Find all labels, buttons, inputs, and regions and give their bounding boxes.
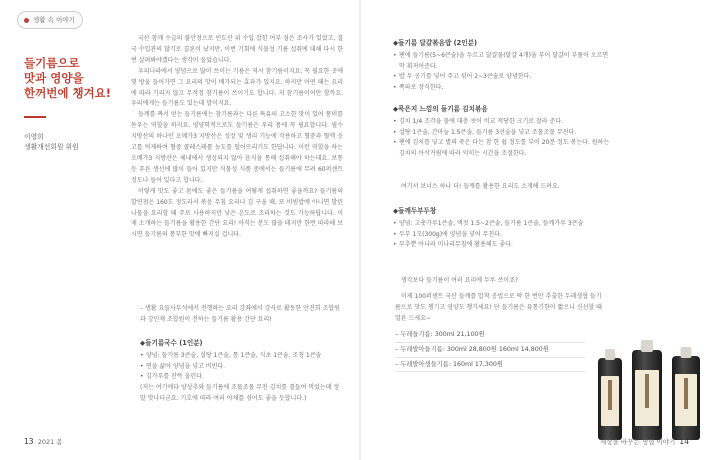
recipe-title: 들기름국수 (1인분): [145, 339, 203, 347]
recipe-step: • 쪽파로 장식한다.: [393, 83, 611, 94]
body-paragraph: 우리나라에서 양념으로 많이 쓰이는 기름은 역시 참기름이지요. 꼭 필요한 곳에 몇 방울 들어가면 그 요리의 맛이 배가되는 효과가 있지요. 하지만 어떤 때는 요리에 따라 기리지 않고 무작정 참기름이 쓰이기도 합니다. 저 참기름이어만 할까요. 우리에게는 들기름도 있는데 말이지요.: [131, 67, 343, 108]
recipe-card: ◆묵은지 느낌의 들기름 김치볶음 • 김치 1/4 조각을 물에 대충 씻어 비교 적당한 크기로 잘라 준다. • 설탕 1큰술, 간마늘 1.5큰술, 들기름 3선술을 넣고 조물조물 무친다. • 팬에 김치를 넣고 별의 죽은 다는 참 한 쉽 정도를 부어 20분 정도 볶는다. 원하는 김치의 아삭거림에 따라 익히는 시간을 조절한다.: [393, 104, 611, 160]
recipe-steps: [393, 51, 611, 94]
article-headline: [24, 56, 114, 101]
headline-divider: [24, 116, 46, 118]
recipe-title: 들깨두부두창: [398, 207, 437, 215]
recipe-step: • 양념: 고춧가루1큰술, 액젓 1.5~2큰술, 들기름 1큰술, 들깨가루 3큰술: [393, 219, 611, 230]
price-list: – 두레들기름: 300ml 21,100원 – 두레발아들기름: 300ml 28,800원 160ml 14,800원 – 두레발아생들기름: 160ml 17,300원: [395, 328, 585, 372]
recipe-step: • 설탕 1큰술, 간마늘 1.5큰술, 들기름 3선술을 넣고 조물조물 무친다.: [393, 128, 611, 139]
recipe-step: • 김치 1/4 조각을 물에 대충 씻어 비교 적당한 크기로 잘라 준다.: [393, 117, 611, 128]
recipe-step: • 양념: 들기름 3큰술, 설탕 1큰술, 통 1큰술, 식초 1큰술, 조청 1큰술: [140, 351, 344, 362]
body-paragraph: 국산 참깨 수급의 불안정으로 인도산 위 수입 잡힌 여부 섬은 조사가 있었고, 결국 수입관의 많기로 결론이 났지만, 이번 기회에 식물성 기름 섭취에 대해 다시 한 번 살펴봐야겠다는 생각이 들었습니다.: [131, 35, 343, 64]
recipe-title: 묵은지 느낌의 들기름 김치볶음: [398, 105, 488, 113]
author-role: 생활개선회원 위원: [24, 143, 79, 151]
recipe-step: • 팬에 들기름(5~6큰술)을 두르고 달걀물(달걀 4개)을 부어 달걀이 부풀어 오르면 막 휘저어준다.: [393, 51, 611, 73]
recipe-title: 들기름 달걀볶음밥 (2인분): [398, 39, 477, 47]
page-number-right: [600, 437, 689, 446]
headline-line-1: 들기름으로: [24, 56, 80, 70]
recipe-steps: [393, 117, 611, 160]
question-paragraph: 생각보다 들기름이 여러 요리에 두루 쓰이죠?: [401, 277, 519, 284]
price-item: 두레발아생들기름: 160ml 17,300원: [400, 360, 503, 368]
page-number-left: [24, 437, 63, 446]
recipe-steps: [140, 351, 344, 383]
page-footer-label: 2021 봄: [37, 438, 63, 446]
page-gutter: [359, 0, 361, 460]
recipe-step: • 팬에 김치를 넣고 별의 죽은 다는 참 한 쉽 정도를 부어 20분 정도 볶는다. 원하는 김치의 아삭거림에 따라 익히는 시간을 조절한다.: [393, 138, 611, 160]
recipe-card: ◆들깨두부두창 • 양념: 고춧가루1큰술, 액젓 1.5~2큰술, 들기름 1큰술, 들깨가루 3큰술 • 두부 1모(300g)에 양념을 넣어 무친다. • 부추뿐 아니라 미나리무침에 활용해도 좋다.: [393, 206, 611, 251]
body-column-left: [131, 34, 343, 241]
headline-line-3: 한꺼번에 챙겨요!: [24, 86, 112, 100]
recipe-steps: [393, 219, 611, 251]
headline-line-2: 맛과 영양을: [24, 71, 84, 85]
author-byline: [24, 132, 79, 152]
intro-quote-text: 생활 요들사부석에서 진행하는 요리 강좌에서 강사로 활동한 안진희 조합원과 강민재 조합원이 전하는 들기름 활용 간단 요리!: [140, 305, 340, 323]
intro-quote: – 생활 요들사부석에서 진행하는 요리 강좌에서 강사로 활동한 안진희 조합원과 강민재 조합원이 전하는 들기름 활용 간단 요리!: [140, 305, 340, 323]
page-number: 13: [24, 437, 34, 446]
bullet-dot-icon: [24, 18, 29, 23]
recipe-card: ◆들기름국수 (1인분) • 양념: 들기름 3큰술, 설탕 1큰술, 통 1큰술, 식초 1큰술, 조청 1큰술 • 면을 삶아 양념을 넣고 비빈다. • 김가루를 잔뜩 올린다. (저는 여기에다 양상추와 들기름에 조물조물 무친 김치를 곁들여 먹었는데 정말 맛나더군요. 기호에 따라 여러 야채를 섞어도 좋을 듯합니다.): [140, 338, 344, 405]
page-number: 14: [679, 437, 689, 446]
section-tag: [17, 11, 83, 29]
price-item: 두레들기름: 300ml 21,100원: [400, 331, 485, 338]
body-paragraph: 들깨를 짜서 얻는 들기름에는 참기름과는 다른 특유의 고소한 맛이 있어 풍미를 돋우는 역할을 하지요. 영양학적으로도 들기름은 우리 몸에 꼭 필요합니다. 필수지방산의 하나인 오메가3 지방산은 성장 및 생리 기능에 작용하고 혈중과 혈액 응고를 억제하여 혈중 콜레스테롤 농도를 떨어뜨리기도 한답니다. 이런 역할을 하는 오메가3 지방산은 체내에서 생성되지 않아 음식을 통해 섭취해야 하는데요. 보통 등 푸른 생선에 많이 들어 있지만 식물성 식품 중에서는 들기름에 무려 60퍼센트 정도나 들어 있다고 합니다.: [131, 111, 343, 184]
recipe-note: (저는 여기에다 양상추와 들기름에 조물조물 무친 김치를 곁들여 먹었는데 정말 맛나더군요. 기호에 따라 여러 야채를 섞어도 좋을 듯합니다.): [140, 384, 340, 402]
bottle-icon: [632, 350, 662, 440]
section-tag-label: 생활 속 이야기: [33, 16, 75, 24]
page-footer-label: 세상을 바꾸는 생협 이야기: [600, 438, 676, 446]
bonus-paragraph: 여기서 보너스 하나 더! 들깨를 활용한 요리도 소개해 드려요.: [401, 183, 560, 190]
recipe-step: • 면을 삶아 양념을 넣고 비빈다.: [140, 362, 344, 373]
body-paragraph: 이렇게 맛도 좋고 몸에도 좋은 들기름을 어떻게 섭취하면 좋을까요? 들기름의 발연점은 160도 정도라서 볶음 무침 요리나 김 구울 때, 또 비빔밥에 아니면 발린 나물을 요리할 때 주로 사용하지만 낮은 온도로 조리하는 것도 가능하답니다. 이제 소개하는 들기름을 활용한 간단 요리! 아직는 분도 많을 테지만 한번 따라해 보시면 들기름의 풍부한 맛에 빠지실 겁니다.: [131, 187, 343, 239]
bottle-icon: [598, 358, 622, 440]
recipe-step: • 밥 두 공기를 넣어 주고 섞어 2~3큰술로 양념한다.: [393, 72, 611, 83]
author-name: 이영희: [24, 133, 44, 141]
bottle-icon: [672, 356, 700, 440]
price-item: 두레발아들기름: 300ml 28,800원 160ml 14,800원: [400, 345, 549, 353]
recipe-step: • 부추뿐 아니라 미나리무침에 활용해도 좋다.: [393, 240, 611, 251]
recipe-card: ◆들기름 달걀볶음밥 (2인분) • 팬에 들기름(5~6큰술)을 두르고 달걀물(달걀 4개)을 부어 달걀이 부풀어 오르면 막 휘저어준다. • 밥 두 공기를 넣어 주고 섞어 2~3큰술로 양념한다. • 쪽파로 장식한다.: [393, 38, 611, 94]
recipe-step: • 두부 1모(300g)에 양념을 넣어 무친다.: [393, 230, 611, 241]
closing-paragraph: 이제 100퍼센트 국산 들깨를 압착 공법으로 딱 한 번만 추출한 두레생협 들기름으로 맛도 챙기고 영양도 챙기세요! 단 들기름은 유통기한이 짧으니 신선할 때 얼른 드세요~: [395, 293, 602, 322]
recipe-step: • 김가루를 잔뜩 올린다.: [140, 372, 344, 383]
product-photo: [596, 338, 706, 440]
